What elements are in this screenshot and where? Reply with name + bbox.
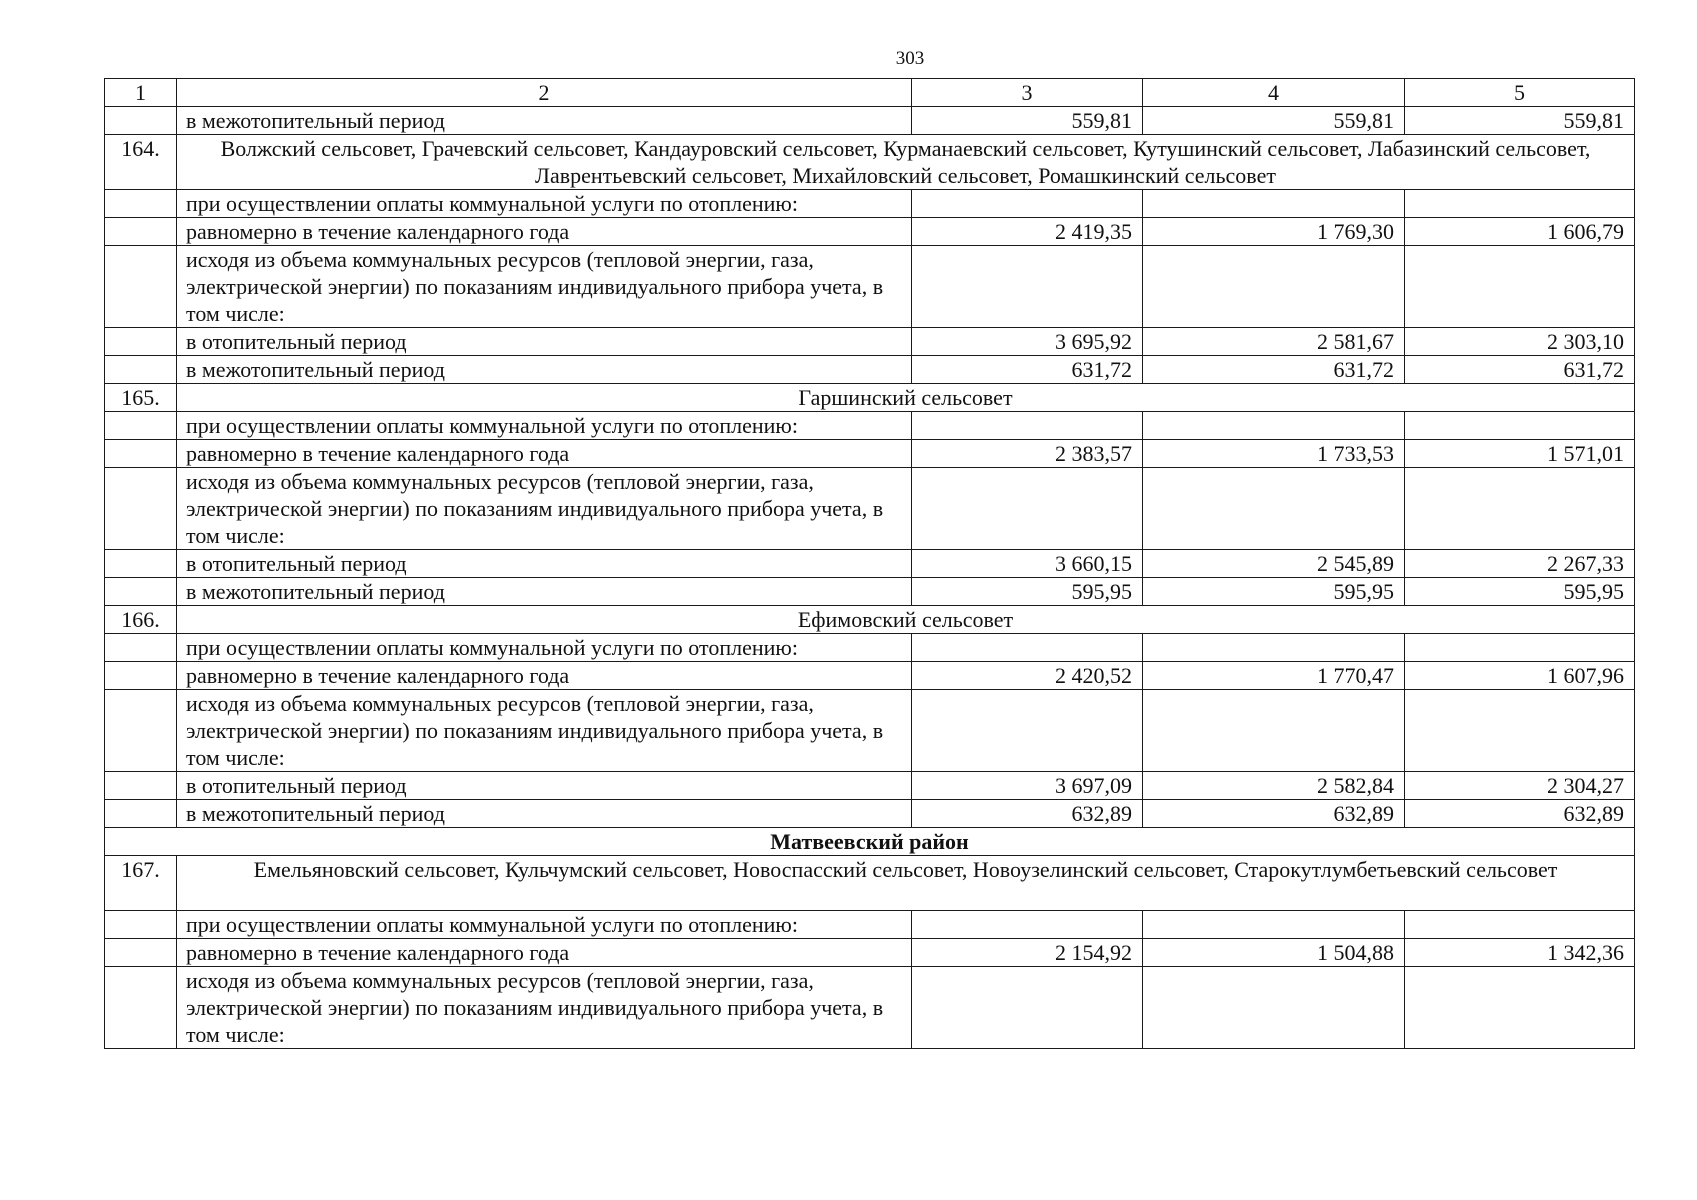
- district-header-row: [105, 828, 1635, 856]
- row-label: исходя из объема коммунальных ресурсов (тепловой энергии, газа, электрической энергии) по показаниям индивидуального прибора учета, в том числе:: [177, 967, 912, 1049]
- value-cell: 1 770,47: [1143, 662, 1405, 690]
- value-cell: 1 606,79: [1405, 218, 1635, 246]
- index-cell: [105, 218, 177, 246]
- value-cell: 632,89: [912, 800, 1143, 828]
- index-cell: [105, 800, 177, 828]
- value-cell: 632,89: [1143, 800, 1405, 828]
- value-cell: 631,72: [912, 356, 1143, 384]
- value-cell: [912, 911, 1143, 939]
- value-cell: [1143, 190, 1405, 218]
- value-cell: 632,89: [1405, 800, 1635, 828]
- row-label: в отопительный период: [177, 328, 912, 356]
- table-row: [105, 662, 1635, 690]
- table-row: [105, 772, 1635, 800]
- table-row: [105, 578, 1635, 606]
- value-cell: [912, 412, 1143, 440]
- index-cell: [105, 690, 177, 772]
- section-title-row: [105, 135, 1635, 190]
- row-label: при осуществлении оплаты коммунальной услуги по отоплению:: [177, 911, 912, 939]
- row-label: при осуществлении оплаты коммунальной услуги по отоплению:: [177, 634, 912, 662]
- value-cell: [1405, 468, 1635, 550]
- value-cell: [1143, 967, 1405, 1049]
- value-cell: 595,95: [1143, 578, 1405, 606]
- index-cell: [105, 967, 177, 1049]
- section-title-row: [105, 856, 1635, 911]
- column-header-5: 5: [1405, 79, 1635, 107]
- value-cell: 3 695,92: [912, 328, 1143, 356]
- value-cell: 559,81: [912, 107, 1143, 135]
- value-cell: 2 303,10: [1405, 328, 1635, 356]
- row-label: в межотопительный период: [177, 800, 912, 828]
- column-header-4: 4: [1143, 79, 1405, 107]
- table-row: [105, 550, 1635, 578]
- index-cell: [105, 911, 177, 939]
- index-cell: [105, 550, 177, 578]
- value-cell: [912, 246, 1143, 328]
- value-cell: [1143, 634, 1405, 662]
- value-cell: [1143, 468, 1405, 550]
- column-header-2: 2: [177, 79, 912, 107]
- row-label: исходя из объема коммунальных ресурсов (тепловой энергии, газа, электрической энергии) по показаниям индивидуального прибора учета, в том числе:: [177, 690, 912, 772]
- row-label: в межотопительный период: [177, 356, 912, 384]
- value-cell: 1 733,53: [1143, 440, 1405, 468]
- table-row: [105, 218, 1635, 246]
- value-cell: 631,72: [1143, 356, 1405, 384]
- column-number-row: [105, 79, 1635, 107]
- index-cell: [105, 772, 177, 800]
- value-cell: 1 769,30: [1143, 218, 1405, 246]
- value-cell: 3 660,15: [912, 550, 1143, 578]
- section-title: Гаршинский сельсовет: [177, 384, 1635, 412]
- section-title: Волжский сельсовет, Грачевский сельсовет, Кандауровский сельсовет, Курманаевский сельсовет, Кутушинский сельсовет, Лабазинский сельсовет, Лаврентьевский сельсовет, Михайловский сельсовет, Ромашкинский сельсовет: [177, 135, 1635, 190]
- section-title: Емельяновский сельсовет, Кульчумский сельсовет, Новоспасский сельсовет, Новоузелинский сельсовет, Старокутлумбетьевский сельсовет: [177, 856, 1635, 911]
- value-cell: 1 342,36: [1405, 939, 1635, 967]
- value-cell: 2 582,84: [1143, 772, 1405, 800]
- page-number: 303: [895, 48, 925, 69]
- table-row: [105, 634, 1635, 662]
- column-header-3: 3: [912, 79, 1143, 107]
- value-cell: [912, 468, 1143, 550]
- value-cell: [1405, 246, 1635, 328]
- district-header: Матвеевский район: [105, 828, 1635, 856]
- table-row: [105, 800, 1635, 828]
- value-cell: 2 304,27: [1405, 772, 1635, 800]
- value-cell: 3 697,09: [912, 772, 1143, 800]
- row-label: исходя из объема коммунальных ресурсов (тепловой энергии, газа, электрической энергии) по показаниям индивидуального прибора учета, в том числе:: [177, 468, 912, 550]
- index-cell: [105, 412, 177, 440]
- table-row: [105, 440, 1635, 468]
- value-cell: 1 504,88: [1143, 939, 1405, 967]
- value-cell: 1 607,96: [1405, 662, 1635, 690]
- table-row: [105, 468, 1635, 550]
- index-cell: [105, 246, 177, 328]
- index-cell: [105, 634, 177, 662]
- table-row: [105, 412, 1635, 440]
- value-cell: 2 545,89: [1143, 550, 1405, 578]
- index-cell: [105, 440, 177, 468]
- value-cell: 2 154,92: [912, 939, 1143, 967]
- index-cell: [105, 662, 177, 690]
- table-row: [105, 356, 1635, 384]
- section-index: 166.: [105, 606, 177, 634]
- index-cell: [105, 356, 177, 384]
- value-cell: 559,81: [1405, 107, 1635, 135]
- row-label: при осуществлении оплаты коммунальной услуги по отоплению:: [177, 190, 912, 218]
- section-title: Ефимовский сельсовет: [177, 606, 1635, 634]
- index-cell: [105, 328, 177, 356]
- value-cell: [1143, 690, 1405, 772]
- table-row: [105, 939, 1635, 967]
- value-cell: [1405, 911, 1635, 939]
- row-label: равномерно в течение календарного года: [177, 440, 912, 468]
- row-label: в отопительный период: [177, 550, 912, 578]
- value-cell: [912, 634, 1143, 662]
- value-cell: 2 383,57: [912, 440, 1143, 468]
- value-cell: [1405, 690, 1635, 772]
- table-row: [105, 328, 1635, 356]
- table-row: [105, 690, 1635, 772]
- index-cell: [105, 107, 177, 135]
- value-cell: [1405, 634, 1635, 662]
- value-cell: [912, 190, 1143, 218]
- table-row: [105, 107, 1635, 135]
- row-label: исходя из объема коммунальных ресурсов (тепловой энергии, газа, электрической энергии) по показаниям индивидуального прибора учета, в том числе:: [177, 246, 912, 328]
- index-cell: [105, 578, 177, 606]
- row-label: равномерно в течение календарного года: [177, 939, 912, 967]
- row-label: в межотопительный период: [177, 578, 912, 606]
- value-cell: [912, 690, 1143, 772]
- row-label: равномерно в течение календарного года: [177, 662, 912, 690]
- row-label: в отопительный период: [177, 772, 912, 800]
- table-row: [105, 246, 1635, 328]
- row-label: в межотопительный период: [177, 107, 912, 135]
- index-cell: [105, 468, 177, 550]
- value-cell: 2 267,33: [1405, 550, 1635, 578]
- value-cell: [912, 967, 1143, 1049]
- value-cell: [1405, 967, 1635, 1049]
- index-cell: [105, 190, 177, 218]
- value-cell: [1143, 246, 1405, 328]
- value-cell: [1143, 911, 1405, 939]
- index-cell: [105, 939, 177, 967]
- value-cell: [1405, 190, 1635, 218]
- section-title-row: [105, 606, 1635, 634]
- column-header-1: 1: [105, 79, 177, 107]
- section-index: 164.: [105, 135, 177, 190]
- section-title-row: [105, 384, 1635, 412]
- value-cell: 595,95: [912, 578, 1143, 606]
- value-cell: 2 581,67: [1143, 328, 1405, 356]
- value-cell: 1 571,01: [1405, 440, 1635, 468]
- value-cell: [1143, 412, 1405, 440]
- value-cell: 595,95: [1405, 578, 1635, 606]
- value-cell: 559,81: [1143, 107, 1405, 135]
- value-cell: 2 419,35: [912, 218, 1143, 246]
- row-label: при осуществлении оплаты коммунальной услуги по отоплению:: [177, 412, 912, 440]
- table-row: [105, 911, 1635, 939]
- table-row: [105, 967, 1635, 1049]
- value-cell: [1405, 412, 1635, 440]
- section-index: 165.: [105, 384, 177, 412]
- section-index: 167.: [105, 856, 177, 911]
- tariff-table: [104, 78, 1635, 1049]
- table-row: [105, 190, 1635, 218]
- row-label: равномерно в течение календарного года: [177, 218, 912, 246]
- value-cell: 631,72: [1405, 356, 1635, 384]
- value-cell: 2 420,52: [912, 662, 1143, 690]
